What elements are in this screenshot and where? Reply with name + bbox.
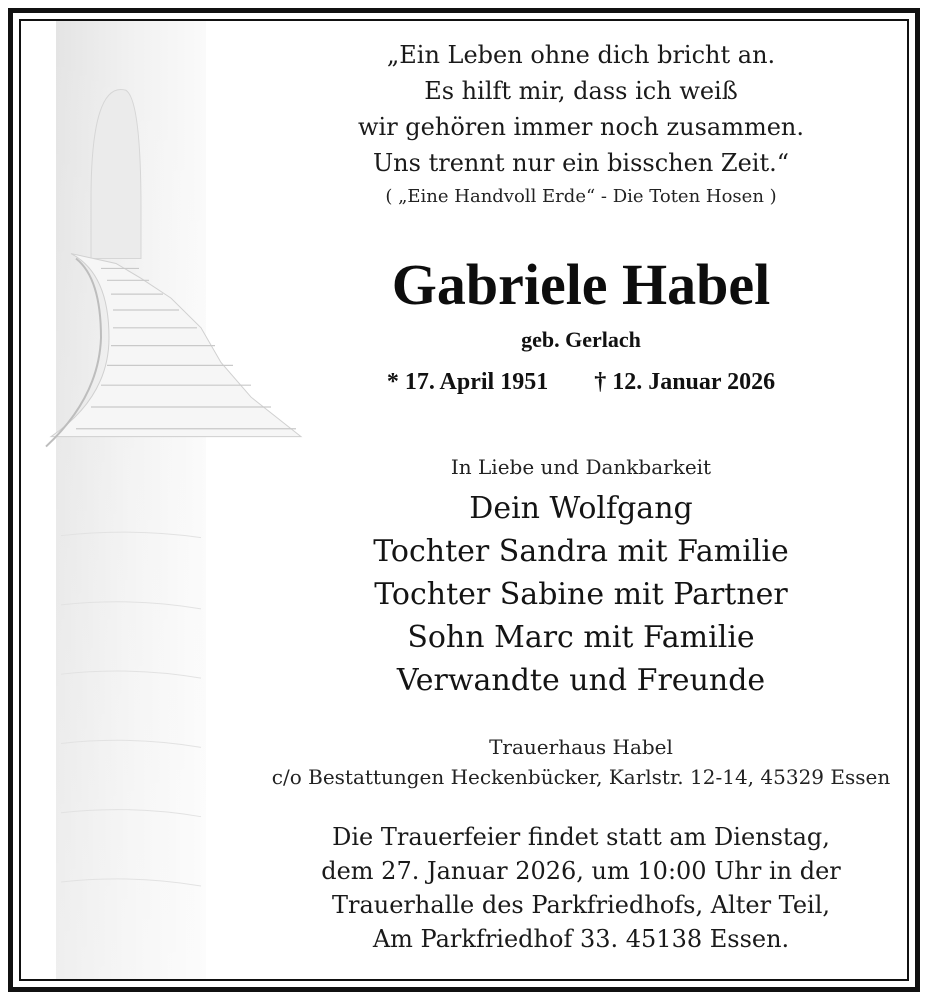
mourner-name: Dein Wolfgang: [469, 491, 693, 526]
mourners-intro: In Liebe und Dankbarkeit: [450, 455, 712, 479]
mourner-name: Sohn Marc mit Familie: [407, 620, 755, 655]
mourners-list: [241, 487, 909, 702]
obituary-content: [241, 21, 909, 956]
deceased-name: Gabriele Habel: [391, 252, 771, 317]
quote-source: ( „Eine Handvoll Erde“ - Die Toten Hosen ): [385, 186, 777, 207]
funeral-line: dem 27. Januar 2026, um 10:00 Uhr in der: [321, 857, 841, 885]
funeral-notice: [241, 820, 909, 956]
poem-quote: [241, 37, 909, 181]
death-date: † 12. Januar 2026: [594, 369, 776, 395]
quote-line: Uns trennt nur ein bisschen Zeit.“: [372, 149, 790, 177]
obituary-border: [8, 8, 920, 992]
birth-date: * 17. April 1951: [386, 369, 549, 395]
mourner-name: Tochter Sabine mit Partner: [374, 577, 788, 612]
obituary-inner-border: [19, 19, 909, 981]
mourning-house-address: c/o Bestattungen Heckenbücker, Karlstr. 12-14, 45329 Essen: [271, 765, 891, 789]
mourner-name: Tochter Sandra mit Familie: [373, 534, 789, 569]
quote-line: wir gehören immer noch zusammen.: [357, 113, 804, 141]
funeral-line: Am Parkfriedhof 33. 45138 Essen.: [372, 925, 790, 953]
funeral-line: Trauerhalle des Parkfriedhofs, Alter Teil,: [331, 891, 831, 919]
life-dates: [241, 367, 909, 397]
maiden-name: geb. Gerlach: [521, 327, 641, 352]
funeral-line: Die Trauerfeier findet statt am Dienstag,: [332, 823, 830, 851]
quote-line: „Ein Leben ohne dich bricht an.: [386, 41, 776, 69]
mourner-name: Verwandte und Freunde: [396, 663, 766, 698]
mourning-house-name: Trauerhaus Habel: [489, 735, 673, 759]
quote-line: Es hilft mir, dass ich weiß: [424, 77, 738, 105]
